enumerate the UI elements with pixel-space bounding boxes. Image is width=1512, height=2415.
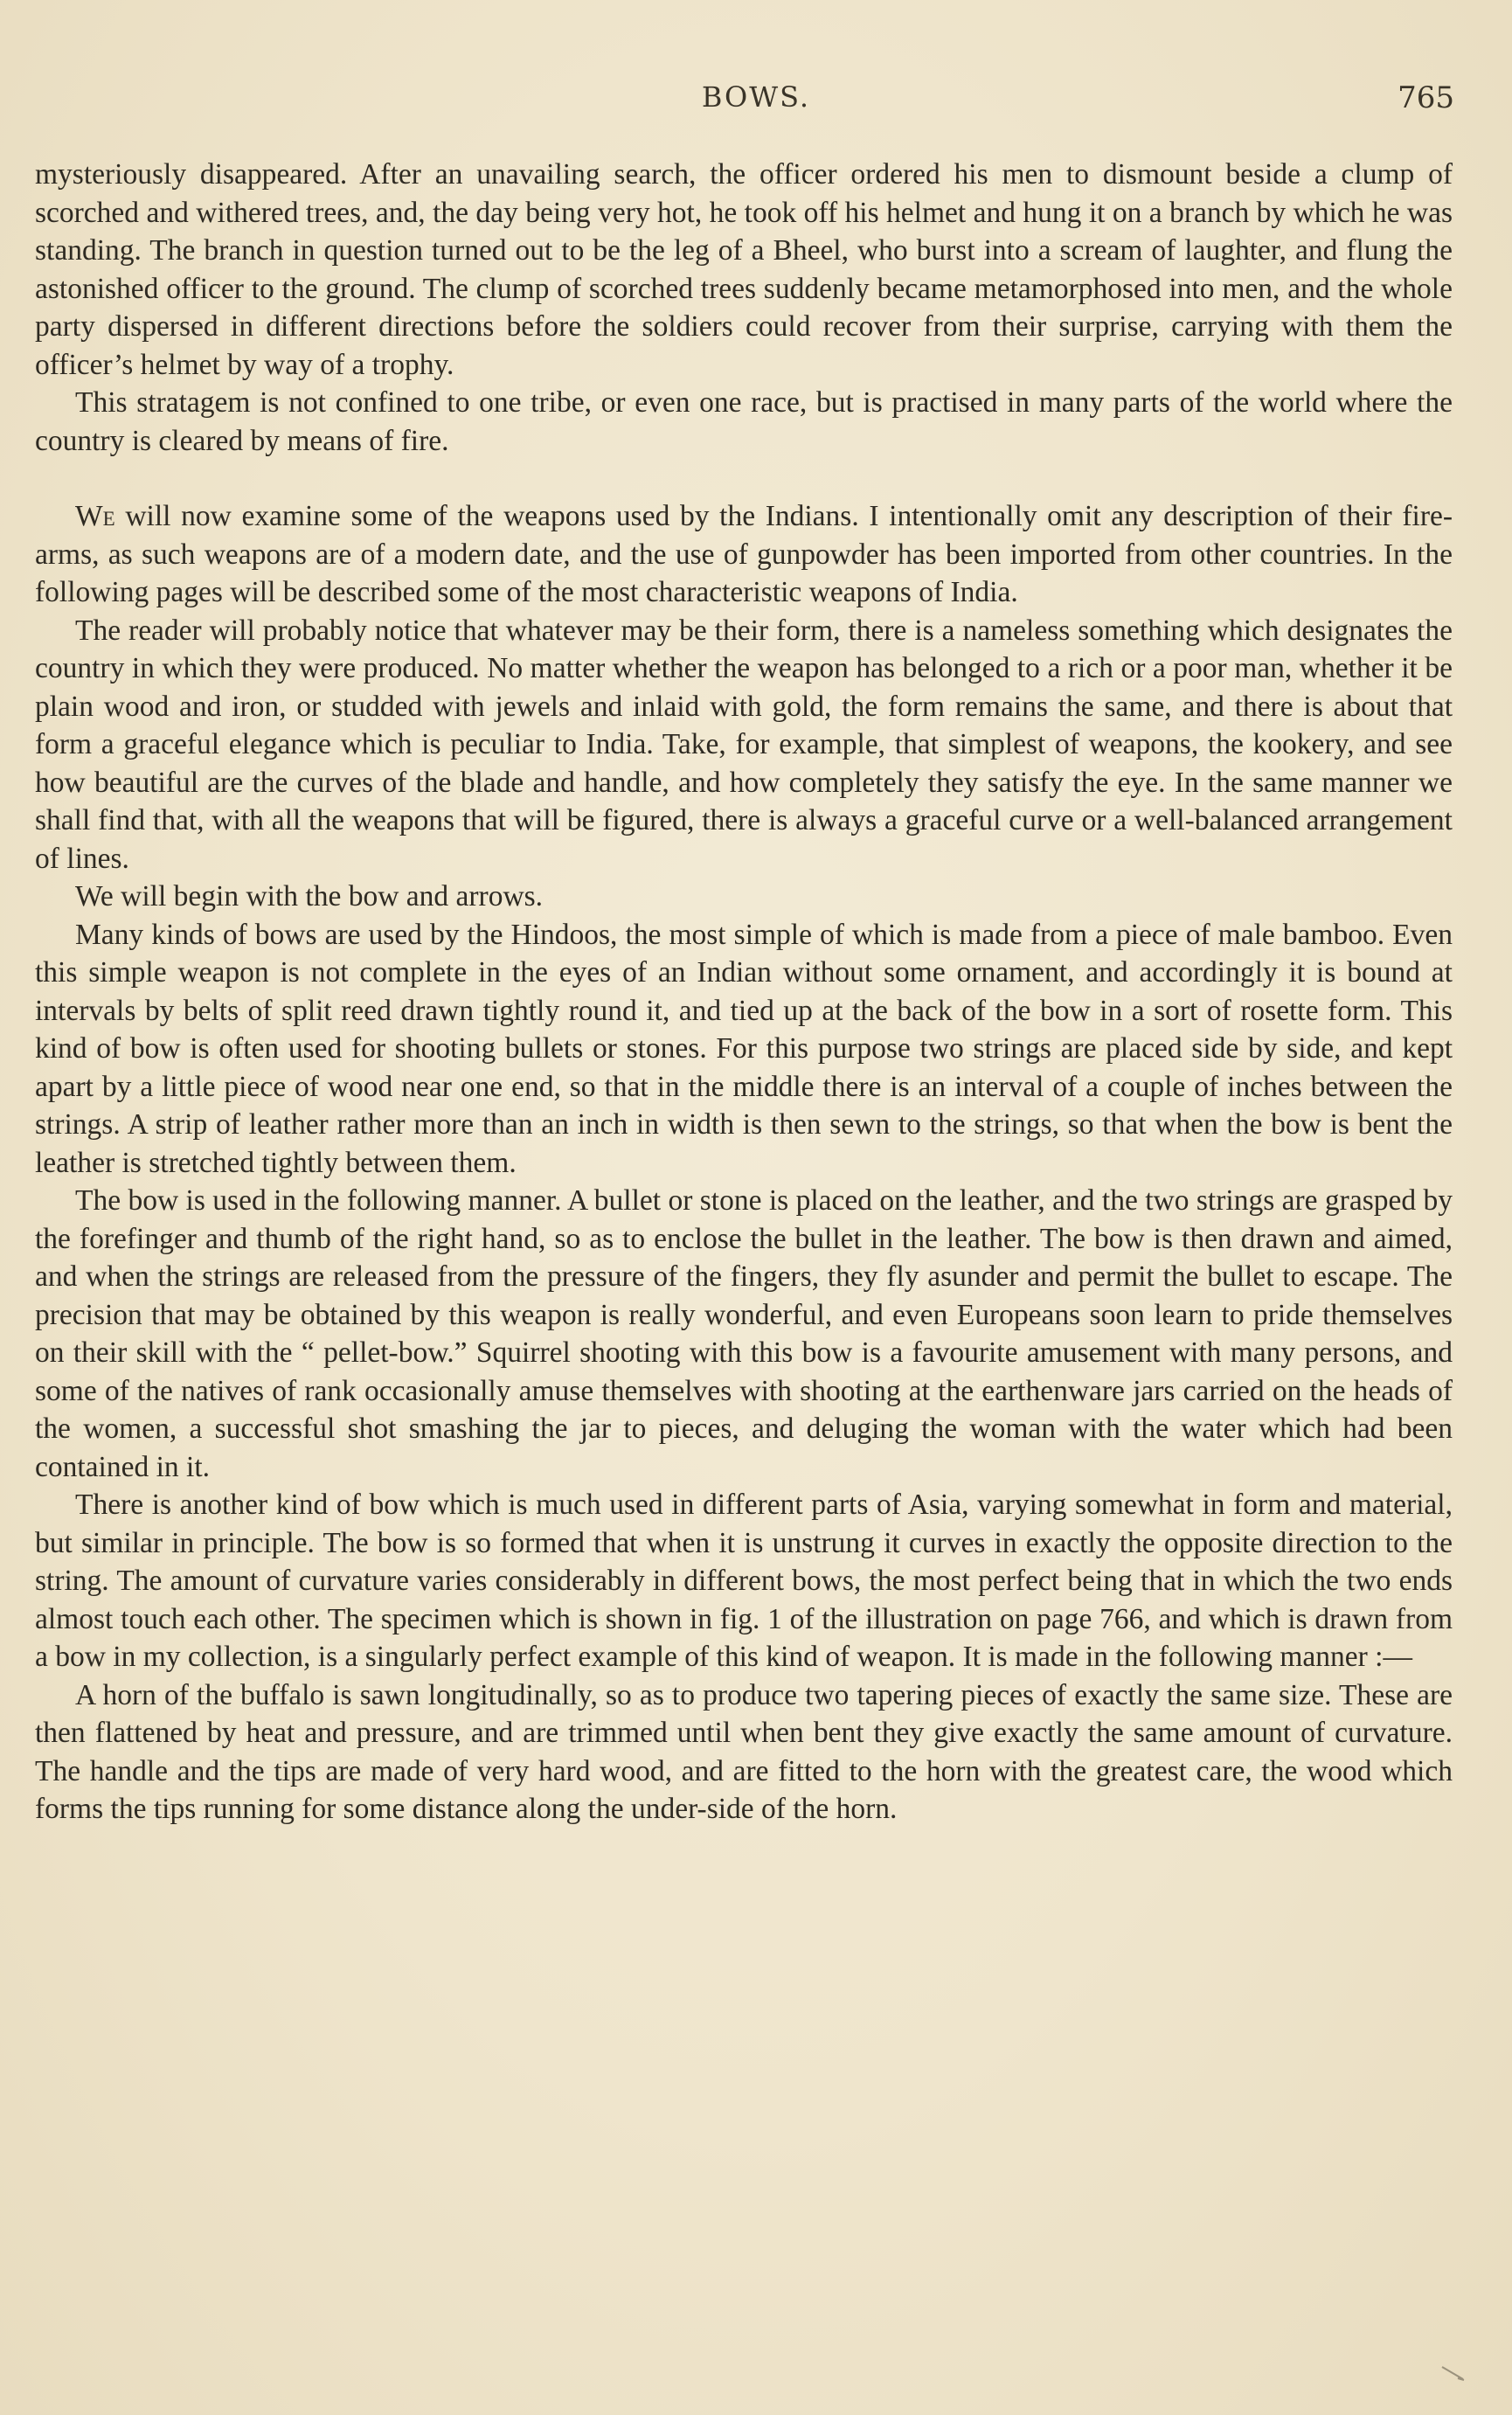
paragraph-weapons-intro-text: will now examine some of the weapons used by the Indians. I intentionally omit any description of their fire-arms, as such weapons are of a modern date, and the use of gunpowder has been imported from other countries. In the following pages will be described some of the most characteristic weapons of India. <box>35 500 1453 608</box>
section-opening-word: We <box>75 500 115 532</box>
paragraph-continuation: mysteriously disappeared. After an unavailing search, the officer ordered his men to dismount beside a clump of scorched and withered trees, and, the day being very hot, he took off his helmet and hung it on a branch by which he was standing. The branch in question turned out to be the leg of a Bheel, who burst into a scream of laughter, and flung the astonished officer to the ground. The clump of scorched trees suddenly became metamorphosed into men, and the whole party dispersed in different directions before the soldiers could recover from their surprise, carrying with them the officer’s helmet by way of a trophy. <box>35 158 1453 381</box>
paragraph-begin: We will begin with the bow and arrows. <box>75 880 544 913</box>
paragraph-weapons-intro <box>35 497 1453 612</box>
paragraph-reflex-bow: There is another kind of bow which is much used in different parts of Asia, varying somewhat in form and material, but similar in principle. The bow is so formed that when it is unstrung it curves in exactly the opposite direction to the string. The amount of curvature varies considerably in different bows, the most perfect being that in which the two ends almost touch each other. The specimen which is shown in fig. 1 of the illustration on page 766, and which is drawn from a bow in my collection, is a singularly perfect example of this kind of weapon. It is made in the following manner :— <box>35 1489 1453 1673</box>
body-text <box>35 156 1453 1829</box>
page-corner-mark <box>1440 2364 1467 2382</box>
paragraph-horn: A horn of the buffalo is sawn longitudinally, so as to produce two tapering pieces of exactly the same size. These are then flattened by heat and pressure, and are trimmed until when bent they give exactly the same amount of curvature. The handle and the tips are made of very hard wood, and are fitted to the horn with the greatest care, the wood which forms the tips running for some distance along the under-side of the horn. <box>35 1678 1453 1825</box>
paragraph-bamboo-bow: Many kinds of bows are used by the Hindoos, the most simple of which is made from a piece of male bamboo. Even this simple weapon is not complete in the eyes of an Indian without some ornament, and accordingly it is bound at intervals by belts of split reed drawn tightly round it, and tied up at the back of the bow in a sort of rosette form. This kind of bow is often used for shooting bullets or stones. For this purpose two strings are placed side by side, and kept apart by a little piece of wood near one end, so that in the middle there is an interval of a couple of inches between the strings. A strip of leather rather more than an inch in width is then sewn to the strings, so that when the bow is bent the leather is stretched tightly between them. <box>35 918 1453 1179</box>
paragraph-form: The reader will probably notice that whatever may be their form, there is a nameless something which designates the country in which they were produced. No matter whether the weapon has belonged to a rich or a poor man, whether it be plain wood and iron, or studded with jewels and inlaid with gold, the form remains the same, and there is about that form a graceful elegance which is peculiar to India. Take, for example, that simplest of weapons, the kookery, and see how beautiful are the curves of the blade and handle, and how completely they satisfy the eye. In the same manner we shall find that, with all the weapons that will be figured, there is always a graceful curve or a well-balanced arrangement of lines. <box>35 614 1453 875</box>
running-head: BOWS. <box>701 80 811 114</box>
page-header <box>0 80 1512 124</box>
paragraph-stratagem: This stratagem is not confined to one tribe, or even one race, but is practised in many parts of the world where the country is cleared by means of fire. <box>35 386 1453 457</box>
page-number: 765 <box>1398 80 1454 115</box>
paragraph-pellet-bow: The bow is used in the following manner. A bullet or stone is placed on the leather, and the two strings are grasped by the forefinger and thumb of the right hand, so as to enclose the bullet in the leather. The bow is then drawn and aimed, and when the strings are released from the pressure of the fingers, they fly asunder and permit the bullet to escape. The precision that may be obtained by this weapon is really wonderful, and even Europeans soon learn to pride themselves on their skill with the “ pellet-bow.” Squirrel shooting with this bow is a favourite amusement with many persons, and some of the natives of rank occasionally amuse themselves with shooting at the earthenware jars carried on the heads of the women, a successful shot smashing the jar to pieces, and deluging the woman with the water which had been contained in it. <box>35 1184 1453 1483</box>
